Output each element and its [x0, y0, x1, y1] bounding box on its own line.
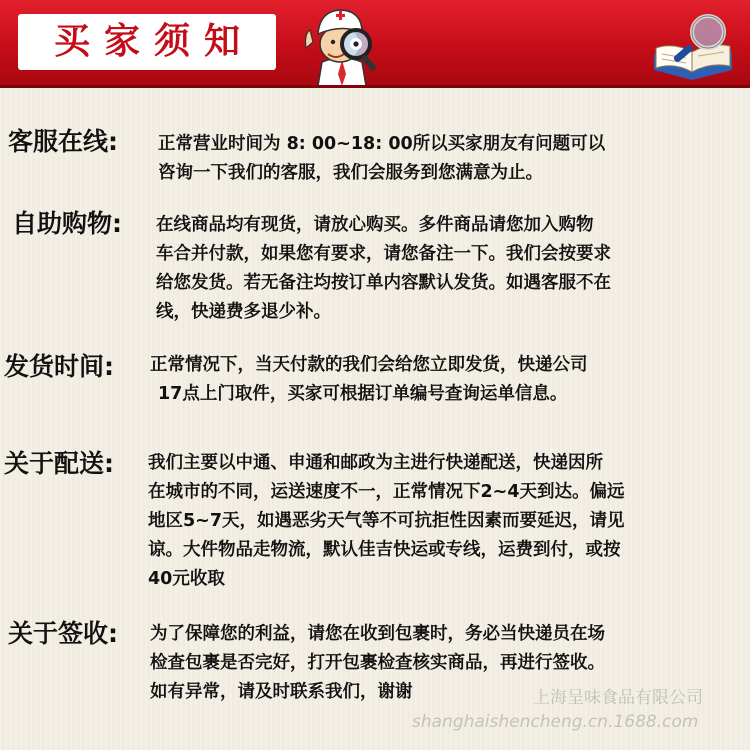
- section-text-line: 40元收取: [148, 569, 225, 589]
- section-text-line: 给您发货。若无备注均按订单内容默认发货。如遇客服不在: [156, 273, 611, 293]
- watermark-url: shanghaishencheng.cn.1688.com: [412, 712, 699, 732]
- section-text-line: 线，快递费多退少补。: [156, 302, 331, 322]
- section-text-line: 谅。大件物品走物流，默认佳吉快运或专线，运费到付，或按: [148, 540, 621, 560]
- header-banner: [0, 0, 750, 88]
- section-heading: 关于配送:: [4, 449, 114, 478]
- title-box: [18, 14, 276, 70]
- section-text-line: 咨询一下我们的客服，我们会服务到您满意为止。: [158, 163, 543, 183]
- page-title: 买家须知: [53, 21, 254, 62]
- section-heading: 关于签收:: [8, 619, 118, 648]
- section-text-line: 为了保障您的利益，请您在收到包裹时，务必当快递员在场: [150, 624, 605, 644]
- section-text-line: 正常情况下，当天付款的我们会给您立即发货，快递公司: [150, 355, 588, 375]
- section-text-line: 在城市的不同，运送速度不一，正常情况下2~4天到达。偏远: [148, 482, 625, 502]
- section-text-line: 地区5~7天，如遇恶劣天气等不可抗拒性因素而要延迟，请见: [148, 511, 625, 531]
- section-text-line: 我们主要以中通、申通和邮政为主进行快递配送，快递因所: [148, 453, 603, 473]
- section-heading: 发货时间:: [4, 352, 114, 381]
- book-magnifier-icon: [650, 8, 736, 82]
- watermark-company: 上海呈味食品有限公司: [533, 688, 703, 708]
- section-text-line: 17点上门取件，买家可根据订单编号查询运单信息。: [158, 384, 568, 404]
- section-heading: 客服在线:: [8, 127, 118, 156]
- section-text-line: 如有异常，请及时联系我们，谢谢: [150, 682, 413, 702]
- doctor-magnifier-icon: [300, 4, 384, 86]
- section-text-line: 在线商品均有现货，请放心购买。多件商品请您加入购物: [156, 215, 594, 235]
- section-heading: 自助购物:: [12, 209, 122, 238]
- section-text-line: 正常营业时间为 8: 00~18: 00所以买家朋友有问题可以: [158, 134, 606, 154]
- section-text-line: 车合并付款，如果您有要求，请您备注一下。我们会按要求: [156, 244, 611, 264]
- section-text-line: 检查包裹是否完好，打开包裹检查核实商品，再进行签收。: [150, 653, 605, 673]
